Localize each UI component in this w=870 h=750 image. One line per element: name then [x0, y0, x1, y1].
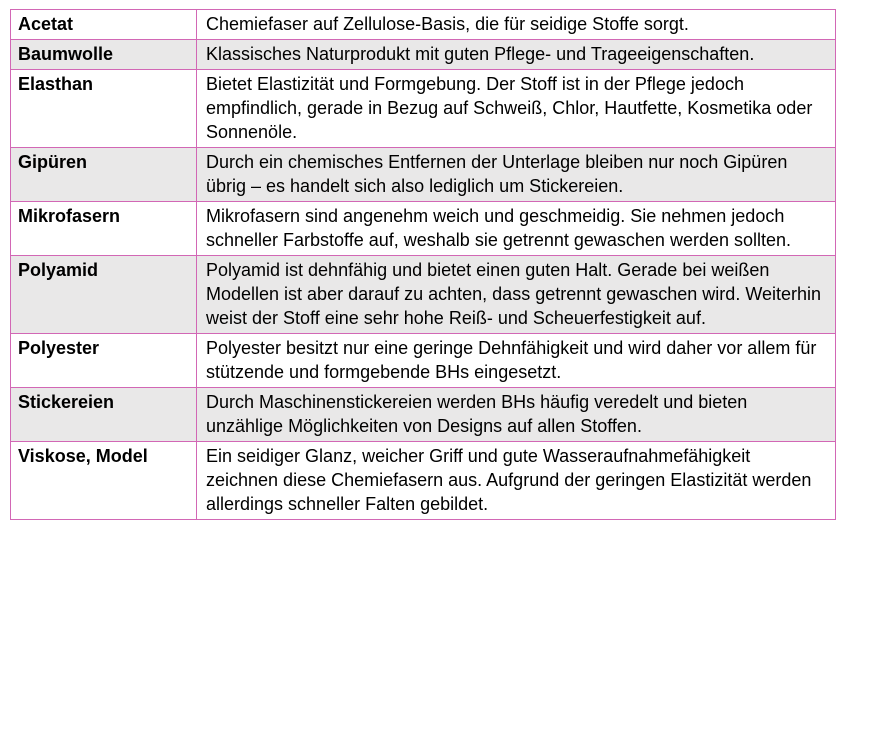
term-cell: Polyester [11, 334, 197, 388]
material-glossary [10, 9, 835, 520]
term-cell: Mikrofasern [11, 202, 197, 256]
table-row [11, 70, 836, 148]
table-row [11, 334, 836, 388]
table-row [11, 388, 836, 442]
table-row [11, 256, 836, 334]
term-cell: Acetat [11, 10, 197, 40]
material-table [10, 9, 836, 520]
description-cell: Durch ein chemisches Entfernen der Unterlage bleiben nur noch Gipüren übrig – es handelt sich also lediglich um Stickereien. [197, 148, 836, 202]
term-cell: Stickereien [11, 388, 197, 442]
table-row [11, 202, 836, 256]
table-row [11, 10, 836, 40]
description-cell: Durch Maschinenstickereien werden BHs häufig veredelt und bieten unzählige Möglichkeiten von Designs auf allen Stoffen. [197, 388, 836, 442]
description-cell: Mikrofasern sind angenehm weich und geschmeidig. Sie nehmen jedoch schneller Farbstoffe auf, weshalb sie getrennt gewaschen werden sollten. [197, 202, 836, 256]
term-cell: Gipüren [11, 148, 197, 202]
term-cell: Viskose, Model [11, 442, 197, 520]
description-cell: Polyamid ist dehnfähig und bietet einen guten Halt. Gerade bei weißen Modellen ist aber darauf zu achten, dass getrennt gewaschen wird. Weiterhin weist der Stoff eine sehr hohe Reiß- und Scheuerfestigkeit auf. [197, 256, 836, 334]
description-cell: Chemiefaser auf Zellulose-Basis, die für seidige Stoffe sorgt. [197, 10, 836, 40]
table-row [11, 148, 836, 202]
term-cell: Polyamid [11, 256, 197, 334]
description-cell: Ein seidiger Glanz, weicher Griff und gute Wasseraufnahmefähigkeit zeichnen diese Chemiefasern aus. Aufgrund der geringen Elastizität werden allerdings schneller Falten gebildet. [197, 442, 836, 520]
description-cell: Bietet Elastizität und Formgebung. Der Stoff ist in der Pflege jedoch empfindlich, gerade in Bezug auf Schweiß, Chlor, Hautfette, Kosmetika oder Sonnenöle. [197, 70, 836, 148]
description-cell: Klassisches Naturprodukt mit guten Pflege- und Trageeigenschaften. [197, 40, 836, 70]
term-cell: Baumwolle [11, 40, 197, 70]
description-cell: Polyester besitzt nur eine geringe Dehnfähigkeit und wird daher vor allem für stützende und formgebende BHs eingesetzt. [197, 334, 836, 388]
term-cell: Elasthan [11, 70, 197, 148]
table-row [11, 40, 836, 70]
table-row [11, 442, 836, 520]
